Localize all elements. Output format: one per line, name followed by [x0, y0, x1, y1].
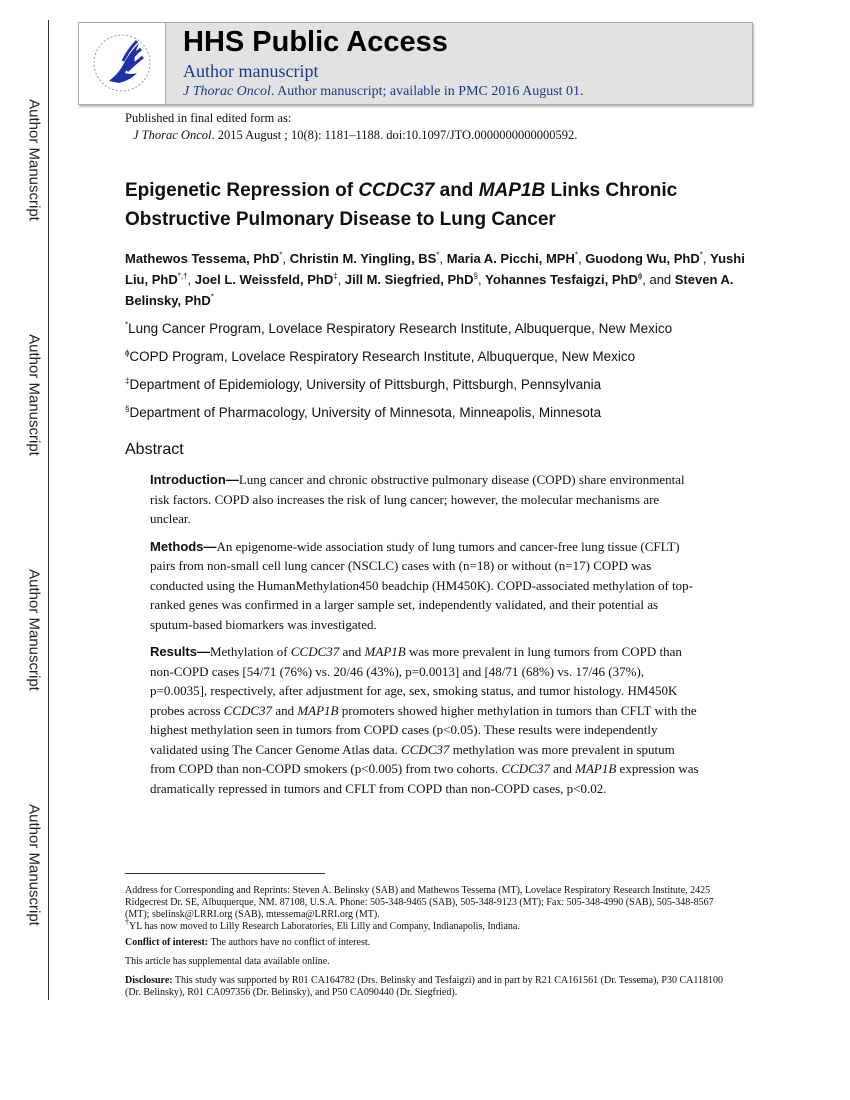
author-affiliation-mark: *	[436, 250, 440, 260]
affiliation	[125, 319, 765, 338]
sidebar-label: Author Manuscript	[25, 569, 43, 691]
abstract-heading: Abstract	[125, 441, 184, 458]
affiliation	[125, 375, 765, 394]
affiliation-mark: ‡	[125, 376, 130, 386]
hhs-eagle-icon	[79, 23, 166, 104]
header-title: HHS Public Access	[183, 26, 448, 58]
footnote-disclosure	[125, 975, 725, 999]
title-part: Links Chronic Obstructive Pulmonary Disease to Lung Cancer	[125, 180, 678, 230]
abstract-section-label: Methods—	[150, 538, 217, 554]
sidebar-divider	[48, 20, 49, 1000]
author-name: Jill M. Siegfried, PhD	[344, 272, 474, 287]
author-name: Mathewos Tessema, PhD	[125, 251, 280, 266]
affiliation-text: Lung Cancer Program, Lovelace Respiratory Research Institute, Albuquerque, New Mexico	[128, 321, 673, 336]
disclosure-text: This study was supported by R01 CA164782 (Drs. Belinsky and Tesfaigzi) and in part by R21 CA161561 (Dr. Tessema), P30 CA118100 (Dr. Belinsky), R01 CA097356 (Dr. Belinsky), and P50 CA090440 (Dr. Siegfried).	[125, 975, 724, 998]
published-citation	[125, 110, 577, 144]
author-affiliation-mark: ɸ	[637, 271, 643, 281]
conflict-text: The authors have no conflict of interest.	[208, 937, 371, 948]
abstract-section	[150, 537, 700, 635]
affiliation-mark: §	[125, 404, 130, 414]
author-list	[125, 248, 755, 311]
author-affiliation-mark: ‡	[333, 271, 338, 281]
abstract-text: and	[549, 761, 576, 776]
author-name: Yushi Liu, PhD	[125, 251, 745, 287]
affiliation-text: Department of Epidemiology, University of Pittsburgh, Pittsburgh, Pennsylvania	[129, 377, 602, 392]
gene-name: CCDC37	[401, 741, 450, 757]
footnote-divider	[125, 873, 325, 874]
affiliation-mark: ɸ	[125, 348, 130, 358]
abstract-section-label: Results—	[150, 644, 210, 659]
moved-text: YL has now moved to Lilly Research Laboratories, Eli Lilly and Company, Indianapolis, Indiana.	[129, 921, 520, 932]
abstract-body	[150, 470, 700, 806]
article-title	[125, 176, 765, 234]
sidebar-label: Author Manuscript	[25, 804, 43, 926]
availability-line	[183, 83, 584, 100]
author-name: Steven A. Belinsky, PhD	[125, 272, 734, 308]
footnote-address	[125, 885, 725, 933]
abstract-text: An epigenome-wide association study of lung tumors and cancer-free lung tissue (CFLT) pairs from non-small cell lung cancer (NSCLC) cases with (n=18) or without (n=17) COPD was conducted using the HumanMethylation450 beadchip (HM450K). COPD-associated methylation of top-ranked genes was confirmed in a larger sample set, independently validated, and their potential as sputum-based biomarkers was investigated.	[150, 538, 694, 632]
disclosure-label: Disclosure:	[125, 975, 173, 986]
affiliation-text: Department of Pharmacology, University of Minnesota, Minneapolis, Minnesota	[129, 405, 602, 420]
author-name: Guodong Wu, PhD	[585, 251, 700, 266]
gene-name: MAP1B	[575, 761, 617, 776]
abstract-section	[150, 470, 700, 529]
title-part: and	[434, 180, 479, 201]
gene-name: MAP1B	[364, 644, 406, 659]
footnote-supplemental: This article has supplemental data available online.	[125, 956, 330, 967]
gene-name: CCDC37	[290, 644, 340, 659]
footnotes	[125, 885, 725, 999]
gene-name: CCDC37	[501, 761, 550, 776]
published-label: Published in final edited form as:	[125, 111, 292, 125]
author-separator: ,	[187, 272, 195, 287]
footnote-area	[125, 853, 765, 1006]
abstract-text: was more prevalent in lung tumors from COPD than non-COPD cases [54/71 (76%) vs. 20/46 (43%), p=0.0013] and [48/71 (68%) vs. 17/46 (37%), p=0.0035], respectively, after adjustment for age, sex, smoking status, and tumor histology. HM450K probes across	[150, 644, 682, 718]
author-separator: , and	[642, 272, 675, 287]
affiliation-text: COPD Program, Lovelace Respiratory Research Institute, Albuquerque, New Mexico	[129, 349, 636, 364]
abstract-text: expression was dramatically repressed in tumors and CFLT from COPD than non-COPD cases, p<0.02.	[150, 761, 699, 796]
author-separator: ,	[702, 251, 711, 266]
hhs-logo	[79, 23, 166, 104]
author-separator: ,	[477, 272, 486, 287]
author-affiliation-mark: *,†	[177, 271, 188, 281]
author-affiliation-mark: §	[473, 271, 478, 281]
abstract-section-label: Introduction—	[150, 472, 239, 487]
abstract-text: Lung cancer and chronic obstructive pulmonary disease (COPD) share environmental risk factors. COPD also increases the risk of lung cancer; however, the molecular mechanisms are unclear.	[150, 472, 685, 526]
conflict-label: Conflict of interest:	[125, 937, 209, 948]
abstract-text: and	[272, 702, 298, 718]
title-part: Epigenetic Repression of	[125, 180, 359, 201]
author-affiliation-mark: *	[279, 250, 283, 260]
journal-name: J Thorac Oncol	[133, 128, 212, 142]
title-gene: CCDC37	[358, 180, 435, 201]
sidebar-label: Author Manuscript	[25, 99, 43, 221]
footnote-conflict	[125, 937, 725, 949]
address-text: Address for Corresponding and Reprints: Steven A. Belinsky (SAB) and Mathewos Tessema (MT), Lovelace Respiratory Research Institute, 2425 Ridgecrest Dr. SE, Albuquerque, NM. 87108, U.S.A. Phone: 505-348-9465 (SAB), 505-348-9123 (MT); Fax: 505-348-4990 (SAB), 505-348-8567 (MT); sbelinsk@LRRI.org (SAB), mtessema@LRRI.org (MT).	[125, 885, 714, 920]
abstract-text: promoters showed higher methylation in tumors than CFLT with the highest methylation seen in tumors from COPD cases (p<0.05). These results were independently validated using The Cancer Genome Atlas data.	[150, 702, 697, 757]
author-name: Maria A. Picchi, MPH	[446, 251, 575, 266]
affiliation-mark: *	[125, 320, 129, 330]
gene-name: CCDC37	[223, 702, 273, 718]
author-name: Joel L. Weissfeld, PhD	[194, 272, 334, 287]
gene-name: MAP1B	[297, 702, 339, 718]
abstract-text: and	[339, 644, 365, 659]
sidebar-label: Author Manuscript	[25, 334, 43, 456]
abstract-section	[150, 642, 700, 798]
author-affiliation-mark: *	[210, 292, 214, 302]
hhs-header	[78, 22, 753, 105]
author-separator: ,	[439, 251, 447, 266]
author-affiliation-mark: *	[699, 250, 703, 260]
header-subtitle: Author manuscript	[183, 61, 319, 81]
affiliation	[125, 403, 765, 422]
author-separator: ,	[577, 251, 586, 266]
author-name: Christin M. Yingling, BS	[289, 251, 437, 266]
author-separator: ,	[337, 272, 345, 287]
author-separator: ,	[282, 251, 290, 266]
author-name: Yohannes Tesfaigzi, PhD	[485, 272, 638, 287]
availability-text: . Author manuscript; available in PMC 2016 August 01.	[270, 84, 584, 99]
abstract-text: Methylation of	[209, 644, 291, 659]
footnote-mark: †	[125, 917, 129, 927]
title-gene: MAP1B	[478, 180, 546, 201]
citation-text: . 2015 August ; 10(8): 1181–1188. doi:10.1097/JTO.0000000000000592.	[211, 128, 578, 142]
affiliation	[125, 347, 765, 366]
abstract-text: methylation was more prevalent in sputum from COPD than non-COPD smokers (p<0.005) from two cohorts.	[150, 741, 675, 776]
article-body	[125, 176, 765, 1006]
author-affiliation-mark: *	[574, 250, 578, 260]
journal-name: J Thorac Oncol	[183, 84, 271, 99]
